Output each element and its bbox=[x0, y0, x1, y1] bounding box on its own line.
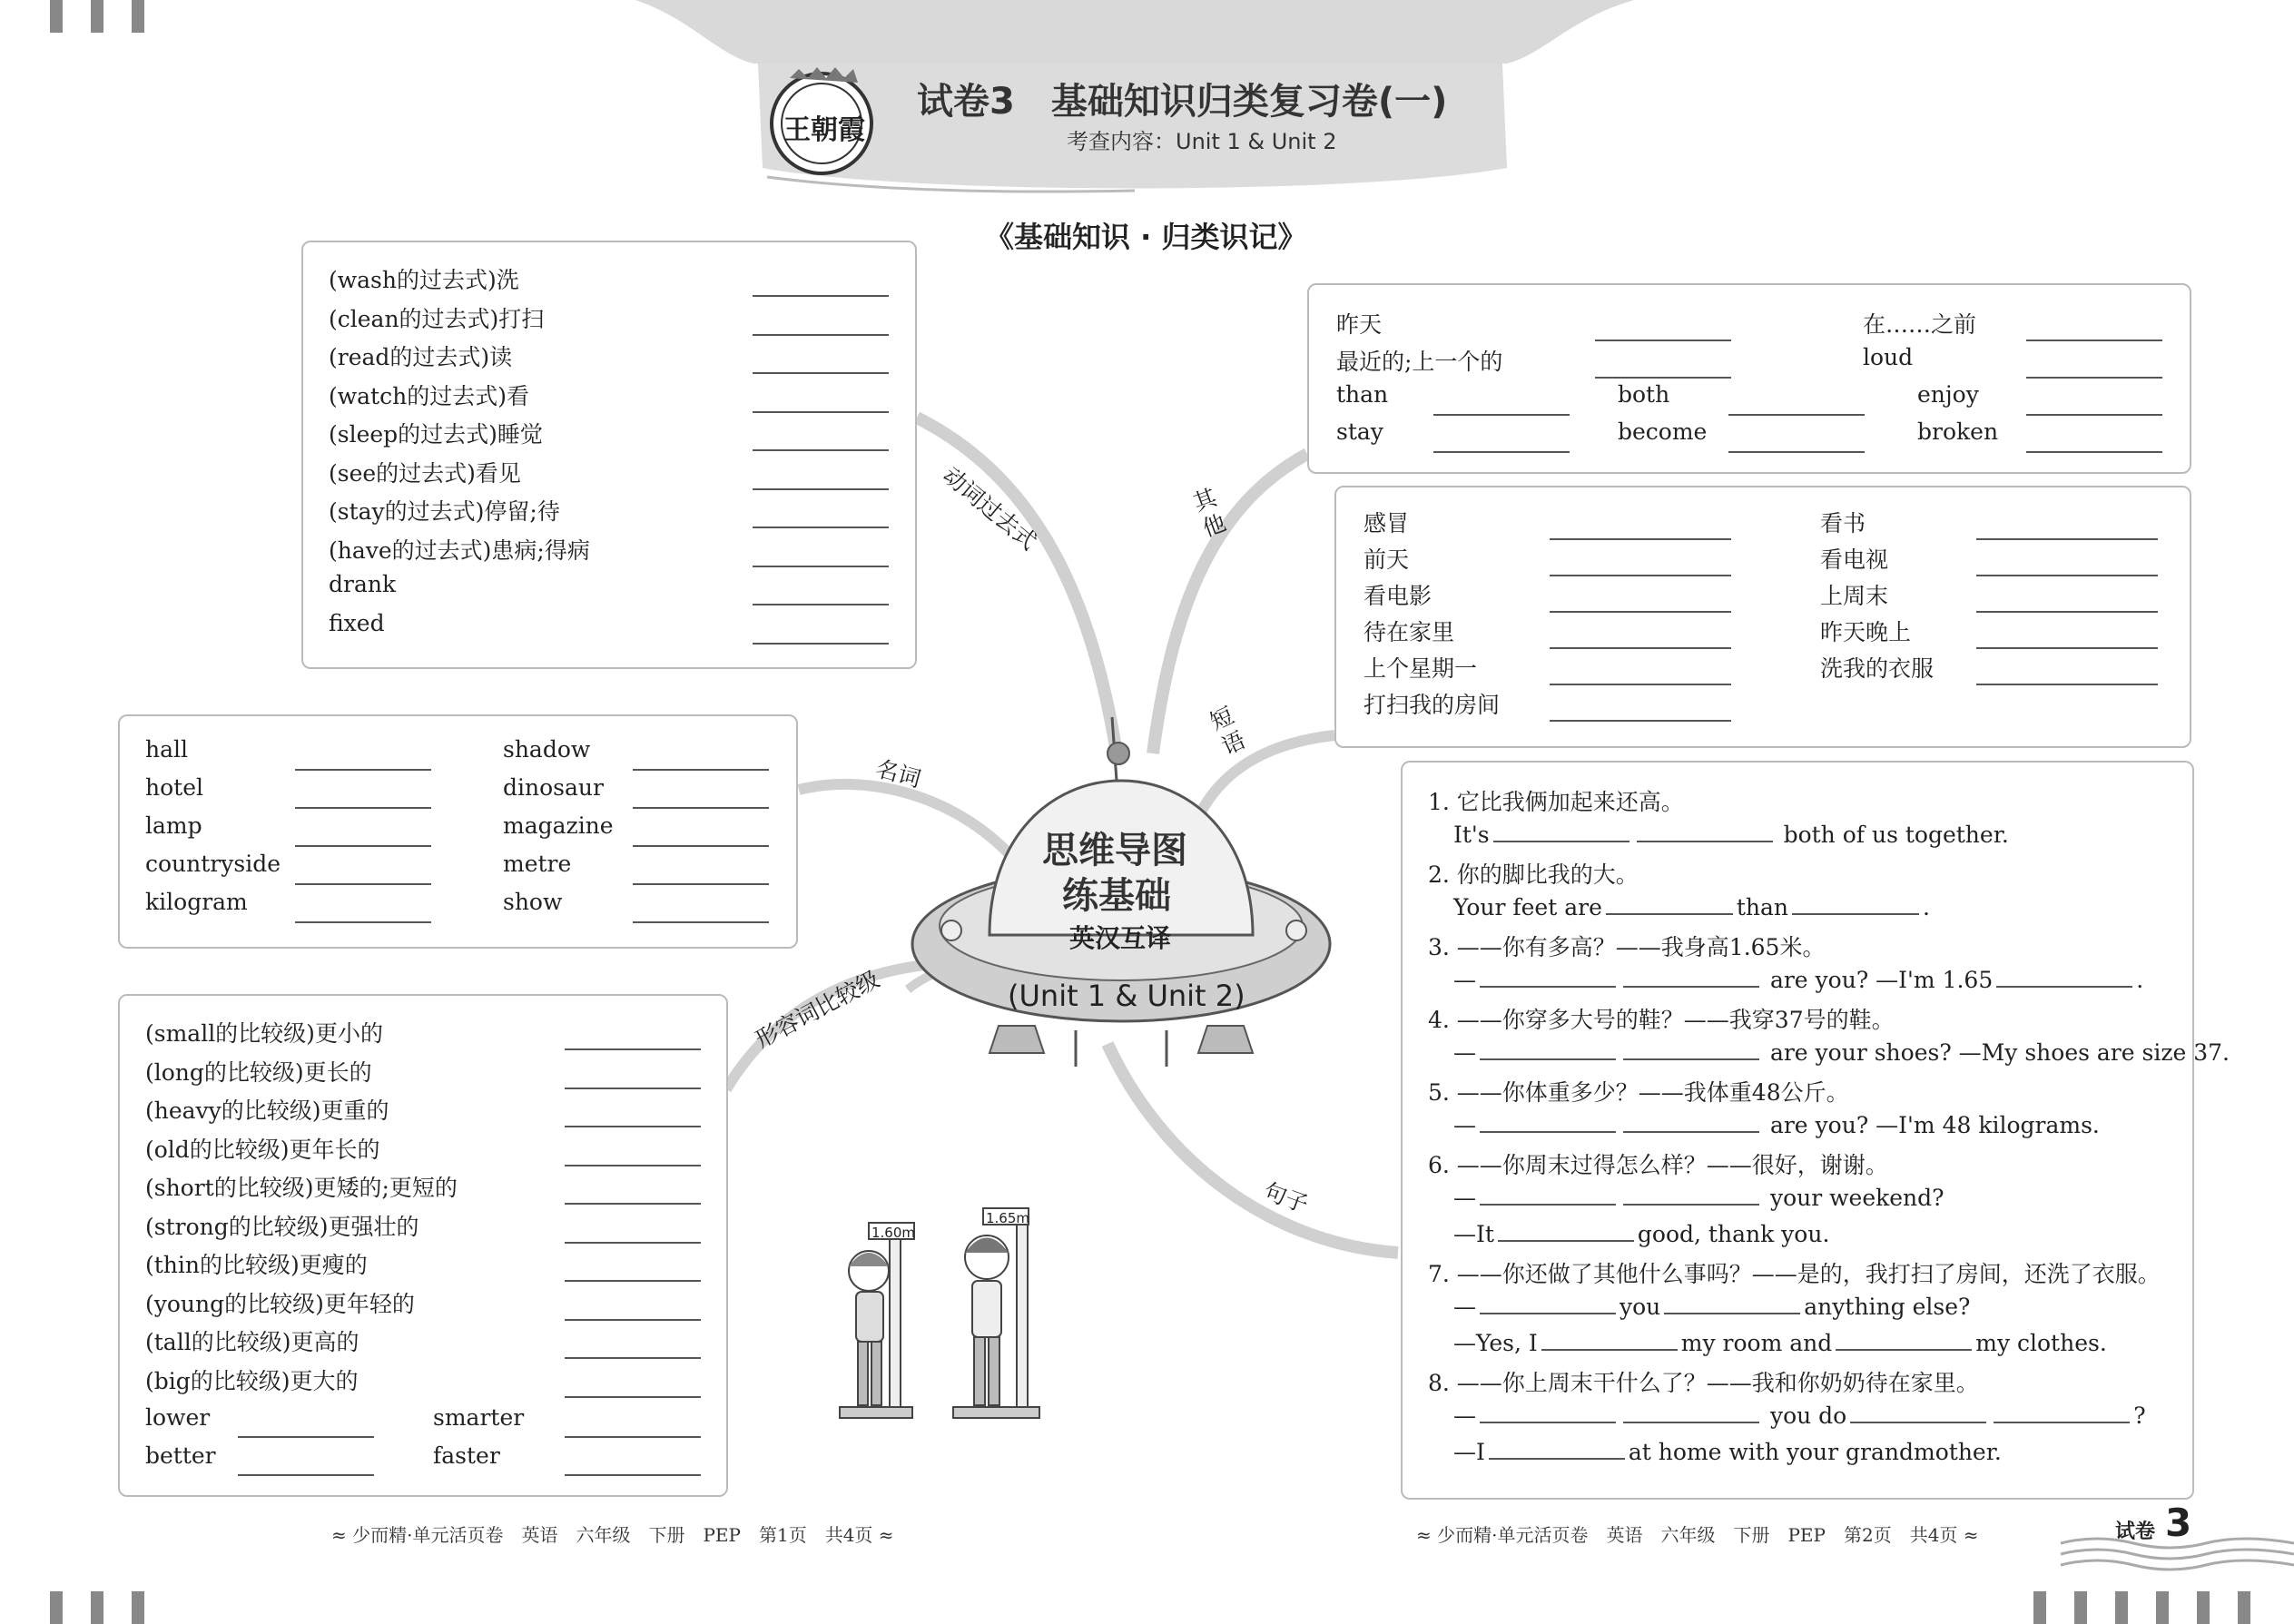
sentence-text: It's bbox=[1453, 822, 1490, 848]
sentence-en bbox=[1453, 966, 2143, 993]
sentence-cn: 8. ——你上周末干什么了？——我和你奶奶待在家里。 bbox=[1428, 1370, 1979, 1396]
answer-blank[interactable] bbox=[753, 527, 889, 528]
other-word: loud bbox=[1863, 344, 1914, 370]
answer-blank[interactable] bbox=[2026, 340, 2162, 341]
kids-measuring-height-icon bbox=[831, 1203, 1049, 1425]
vocab-item: (big的比较级)更大的 bbox=[145, 1367, 359, 1394]
other-word: broken bbox=[1917, 418, 1999, 445]
vocab-item: drank bbox=[329, 571, 397, 597]
answer-blank[interactable] bbox=[1792, 893, 1919, 915]
sentence-text: — bbox=[1453, 1039, 1476, 1066]
sentence-text: you bbox=[1620, 1294, 1661, 1320]
sentence-en bbox=[1453, 821, 2009, 848]
section-title: 《基础知识 · 归类识记》 bbox=[985, 220, 1307, 254]
answer-blank[interactable] bbox=[565, 1474, 701, 1476]
vocab-item: (wash的过去式)洗 bbox=[329, 267, 519, 293]
answer-blank[interactable] bbox=[238, 1436, 374, 1438]
vocab-item: (see的过去式)看见 bbox=[329, 459, 521, 487]
answer-blank[interactable] bbox=[1623, 1111, 1759, 1133]
answer-blank[interactable] bbox=[1550, 611, 1731, 613]
height-label: 1.60m bbox=[871, 1225, 916, 1241]
vocab-item: 感冒 bbox=[1364, 510, 1410, 536]
answer-blank[interactable] bbox=[1976, 575, 2158, 576]
answer-blank[interactable] bbox=[1623, 1038, 1759, 1060]
other-word: become bbox=[1618, 418, 1708, 445]
sentence-text: my clothes. bbox=[1975, 1330, 2107, 1356]
vocab-item: 打扫我的房间 bbox=[1364, 692, 1501, 718]
vocab-item: kilogram bbox=[145, 889, 248, 915]
vocab-item: 上周末 bbox=[1820, 583, 1889, 609]
answer-blank[interactable] bbox=[633, 921, 769, 923]
answer-blank[interactable] bbox=[1623, 1402, 1759, 1423]
vocab-item: hotel bbox=[145, 774, 203, 801]
other-word: stay bbox=[1336, 418, 1383, 445]
phrase-box bbox=[1334, 486, 2191, 748]
answer-blank[interactable] bbox=[633, 883, 769, 885]
answer-blank[interactable] bbox=[1480, 1184, 1616, 1206]
vocab-item: (read的过去式)读 bbox=[329, 344, 513, 370]
sentence-cn: 1. 它比我俩加起来还高。 bbox=[1428, 789, 1684, 815]
sentence-text: my room and bbox=[1680, 1330, 1833, 1356]
sentence-text: your weekend? bbox=[1769, 1185, 1944, 1211]
answer-blank[interactable] bbox=[295, 845, 431, 847]
answer-blank[interactable] bbox=[753, 566, 889, 567]
sentence-cn: 7. ——你还做了其他什么事吗？——是的，我打扫了房间，还洗了衣服。 bbox=[1428, 1261, 2161, 1287]
answer-blank[interactable] bbox=[1637, 821, 1773, 842]
footer-left: ≈ 少而精·单元活页卷 英语 六年级 下册 PEP 第1页 共4页 ≈ bbox=[331, 1524, 894, 1546]
height-label: 1.65m bbox=[986, 1210, 1030, 1226]
sentence-text: you do bbox=[1769, 1403, 1847, 1429]
branch-label-adj-comp: 形容词比较级 bbox=[751, 965, 884, 1054]
answer-blank[interactable] bbox=[1493, 821, 1629, 842]
vocab-item: fixed bbox=[329, 609, 385, 636]
answer-blank[interactable] bbox=[1728, 414, 1865, 416]
vocab-item: 看书 bbox=[1820, 510, 1866, 536]
answer-blank[interactable] bbox=[1595, 377, 1731, 379]
answer-blank[interactable] bbox=[753, 604, 889, 605]
other-word: 最近的;上一个的 bbox=[1336, 349, 1503, 375]
answer-blank[interactable] bbox=[1994, 1402, 2130, 1423]
answer-blank[interactable] bbox=[1976, 684, 2158, 685]
answer-blank[interactable] bbox=[2026, 451, 2162, 453]
sentence-text: than bbox=[1736, 894, 1789, 920]
vocab-item: (small的比较级)更小的 bbox=[145, 1020, 383, 1047]
answer-blank[interactable] bbox=[1996, 966, 2132, 988]
answer-blank[interactable] bbox=[753, 449, 889, 451]
sentence-en bbox=[1453, 893, 1930, 920]
answer-blank[interactable] bbox=[1541, 1329, 1678, 1351]
other-word: 在……之前 bbox=[1863, 311, 1977, 338]
answer-blank[interactable] bbox=[753, 295, 889, 297]
adj-bottom-word: faster bbox=[433, 1442, 500, 1469]
answer-blank[interactable] bbox=[565, 1357, 701, 1359]
sentence-text: —It bbox=[1453, 1221, 1494, 1247]
answer-blank[interactable] bbox=[2026, 377, 2162, 379]
footer-badge-label: 试卷 bbox=[2115, 1521, 2156, 1543]
center-title-line1: 思维导图 bbox=[1042, 830, 1187, 871]
answer-blank[interactable] bbox=[565, 1203, 701, 1205]
sentence-text: both of us together. bbox=[1783, 822, 2009, 848]
adj-bottom-word: smarter bbox=[433, 1404, 525, 1431]
sentence-cn: 2. 你的脚比我的大。 bbox=[1428, 861, 1639, 888]
sentence-en bbox=[1453, 1293, 1970, 1320]
answer-blank[interactable] bbox=[753, 643, 889, 645]
answer-blank[interactable] bbox=[1976, 538, 2158, 540]
sentence-text: are your shoes? —My shoes are size 37. bbox=[1769, 1039, 2230, 1066]
vocab-item: (watch的过去式)看 bbox=[329, 382, 529, 409]
answer-blank[interactable] bbox=[1480, 966, 1616, 988]
sentence-text: — bbox=[1453, 1185, 1476, 1211]
vocab-item: (short的比较级)更矮的;更短的 bbox=[145, 1175, 458, 1201]
vocab-item: 洗我的衣服 bbox=[1820, 655, 1935, 682]
vocab-item: show bbox=[503, 889, 563, 915]
branch-label-phrase bbox=[1206, 702, 1250, 761]
answer-blank[interactable] bbox=[633, 845, 769, 847]
sentence-text: —I bbox=[1453, 1439, 1485, 1465]
answer-blank[interactable] bbox=[1850, 1402, 1986, 1423]
noun-box bbox=[118, 714, 798, 949]
answer-blank[interactable] bbox=[295, 769, 431, 771]
publisher-logo bbox=[767, 60, 876, 178]
answer-blank[interactable] bbox=[565, 1048, 701, 1050]
branch-label-phrase-text: 短语 bbox=[1206, 702, 1250, 761]
vocab-item: (thin的比较级)更瘦的 bbox=[145, 1252, 368, 1278]
vocab-item: (sleep的过去式)睡觉 bbox=[329, 421, 543, 448]
answer-blank[interactable] bbox=[753, 334, 889, 336]
vocab-item: magazine bbox=[503, 812, 614, 839]
sentence-text: . bbox=[1923, 894, 1930, 920]
answer-blank[interactable] bbox=[753, 372, 889, 374]
adj-bottom-word: lower bbox=[145, 1404, 211, 1431]
vocab-item: (stay的过去式)停留;待 bbox=[329, 498, 560, 525]
other-word: enjoy bbox=[1917, 381, 1979, 408]
answer-blank[interactable] bbox=[633, 769, 769, 771]
vocab-item: 待在家里 bbox=[1364, 619, 1455, 645]
answer-blank[interactable] bbox=[565, 1242, 701, 1244]
answer-blank[interactable] bbox=[1623, 966, 1759, 988]
vocab-item: (strong的比较级)更强壮的 bbox=[145, 1213, 419, 1240]
sentence-en bbox=[1453, 1329, 2107, 1356]
answer-blank[interactable] bbox=[753, 488, 889, 490]
vocab-item: countryside bbox=[145, 851, 281, 877]
sentence-text: anything else? bbox=[1804, 1294, 1971, 1320]
adj-comp-box bbox=[118, 994, 728, 1497]
sentence-en bbox=[1453, 1220, 1829, 1247]
vocab-item: 看电影 bbox=[1364, 583, 1433, 609]
sentence-en bbox=[1453, 1111, 2100, 1138]
sentence-text: are you? —I'm 1.65 bbox=[1769, 967, 1994, 993]
answer-blank[interactable] bbox=[2026, 414, 2162, 416]
answer-blank[interactable] bbox=[1550, 684, 1731, 685]
answer-blank[interactable] bbox=[295, 807, 431, 809]
vocab-item: 看电视 bbox=[1820, 546, 1889, 573]
page-subtitle: 考查内容：Unit 1 & Unit 2 bbox=[1067, 129, 1337, 154]
sentence-text: at home with your grandmother. bbox=[1628, 1439, 2002, 1465]
branch-label-verb-past: 动词过去式 bbox=[938, 461, 1042, 556]
sentence-cn: 4. ——你穿多大号的鞋？——我穿37号的鞋。 bbox=[1428, 1007, 1895, 1033]
vocab-item: (tall的比较级)更高的 bbox=[145, 1329, 359, 1355]
center-title-line4: (Unit 1 & Unit 2) bbox=[1008, 979, 1245, 1013]
answer-blank[interactable] bbox=[1550, 575, 1731, 576]
answer-blank[interactable] bbox=[565, 1126, 701, 1127]
center-title-line2: 练基础 bbox=[1062, 875, 1171, 917]
answer-blank[interactable] bbox=[565, 1319, 701, 1321]
answer-blank[interactable] bbox=[1433, 451, 1570, 453]
center-title-line3: 英汉互译 bbox=[1069, 923, 1172, 953]
answer-blank[interactable] bbox=[238, 1474, 374, 1476]
vocab-item: (have的过去式)患病;得病 bbox=[329, 536, 590, 564]
answer-blank[interactable] bbox=[1489, 1438, 1625, 1460]
answer-blank[interactable] bbox=[1433, 414, 1570, 416]
answer-blank[interactable] bbox=[753, 411, 889, 413]
other-word: both bbox=[1618, 381, 1670, 408]
answer-blank[interactable] bbox=[633, 807, 769, 809]
other-word: 昨天 bbox=[1336, 311, 1383, 338]
sentence-text: ? bbox=[2133, 1403, 2146, 1429]
answer-blank[interactable] bbox=[295, 921, 431, 923]
answer-blank[interactable] bbox=[1550, 720, 1731, 722]
sentence-text: —Yes, I bbox=[1453, 1330, 1538, 1356]
branch-label-other bbox=[1189, 484, 1230, 543]
vocab-item: 上个星期一 bbox=[1364, 655, 1478, 682]
vocab-item: dinosaur bbox=[503, 774, 604, 801]
answer-blank[interactable] bbox=[565, 1165, 701, 1166]
sentence-text: good, thank you. bbox=[1637, 1221, 1830, 1247]
answer-blank[interactable] bbox=[1976, 611, 2158, 613]
vocab-item: lamp bbox=[145, 812, 202, 839]
sentence-cn: 6. ——你周末过得怎么样？——很好，谢谢。 bbox=[1428, 1152, 1888, 1178]
vocab-item: 昨天晚上 bbox=[1820, 619, 1912, 645]
adj-bottom-word: better bbox=[145, 1442, 216, 1469]
sentence-en bbox=[1453, 1402, 2146, 1429]
sentence-text: — bbox=[1453, 1112, 1476, 1138]
sentence-cn: 3. ——你有多高？——我身高1.65米。 bbox=[1428, 934, 1826, 960]
answer-blank[interactable] bbox=[1550, 647, 1731, 649]
other-box bbox=[1307, 283, 2191, 474]
answer-blank[interactable] bbox=[1480, 1293, 1616, 1314]
answer-blank[interactable] bbox=[1728, 451, 1865, 453]
answer-blank[interactable] bbox=[1480, 1111, 1616, 1133]
vocab-item: (old的比较级)更年长的 bbox=[145, 1136, 380, 1163]
answer-blank[interactable] bbox=[1664, 1293, 1800, 1314]
answer-blank[interactable] bbox=[1836, 1329, 1972, 1351]
sentence-cn: 5. ——你体重多少？——我体重48公斤。 bbox=[1428, 1079, 1849, 1106]
vocab-item: 前天 bbox=[1364, 546, 1410, 573]
vocab-item: (young的比较级)更年轻的 bbox=[145, 1290, 415, 1317]
verb-past-box bbox=[301, 241, 917, 669]
page-title: 试卷3 基础知识归类复习卷(一) bbox=[917, 81, 1448, 123]
sentence-text: Your feet are bbox=[1453, 894, 1602, 920]
answer-blank[interactable] bbox=[1623, 1184, 1759, 1206]
sentence-text: — bbox=[1453, 967, 1476, 993]
sentence-text: — bbox=[1453, 1403, 1476, 1429]
sentence-en bbox=[1453, 1184, 1944, 1211]
vocab-item: (clean的过去式)打扫 bbox=[329, 305, 545, 332]
vocab-item: hall bbox=[145, 736, 188, 763]
answer-blank[interactable] bbox=[565, 1280, 701, 1282]
vocab-item: (long的比较级)更长的 bbox=[145, 1058, 372, 1086]
answer-blank[interactable] bbox=[1550, 538, 1731, 540]
answer-blank[interactable] bbox=[295, 883, 431, 885]
other-word: than bbox=[1336, 381, 1389, 408]
answer-blank[interactable] bbox=[565, 1088, 701, 1089]
answer-blank[interactable] bbox=[1498, 1220, 1634, 1242]
sentence-text: — bbox=[1453, 1294, 1476, 1320]
vocab-item: metre bbox=[503, 851, 572, 877]
logo-text: 王朝霞 bbox=[783, 114, 865, 146]
footer-badge-number: 3 bbox=[2165, 1501, 2192, 1545]
answer-blank[interactable] bbox=[1976, 647, 2158, 649]
answer-blank[interactable] bbox=[565, 1396, 701, 1398]
branch-label-noun: 名词 bbox=[872, 754, 924, 792]
sentence-en bbox=[1453, 1038, 2230, 1066]
sentence-box bbox=[1401, 761, 2230, 1500]
vocab-item: shadow bbox=[503, 736, 591, 763]
answer-blank[interactable] bbox=[565, 1436, 701, 1438]
vocab-item: (heavy的比较级)更重的 bbox=[145, 1097, 389, 1124]
sentence-text: are you? —I'm 48 kilograms. bbox=[1769, 1112, 2100, 1138]
sentence-en bbox=[1453, 1438, 2002, 1465]
answer-blank[interactable] bbox=[1480, 1402, 1616, 1423]
branch-label-sentence: 句子 bbox=[1260, 1177, 1312, 1218]
height-illustration bbox=[831, 1203, 1049, 1425]
sentence-text: . bbox=[2136, 967, 2144, 993]
answer-blank[interactable] bbox=[1480, 1038, 1616, 1060]
answer-blank[interactable] bbox=[1606, 893, 1733, 915]
footer-right: ≈ 少而精·单元活页卷 英语 六年级 下册 PEP 第2页 共4页 ≈ bbox=[1416, 1524, 1979, 1546]
answer-blank[interactable] bbox=[1595, 340, 1731, 341]
branch-label-other-text: 其他 bbox=[1189, 484, 1230, 543]
